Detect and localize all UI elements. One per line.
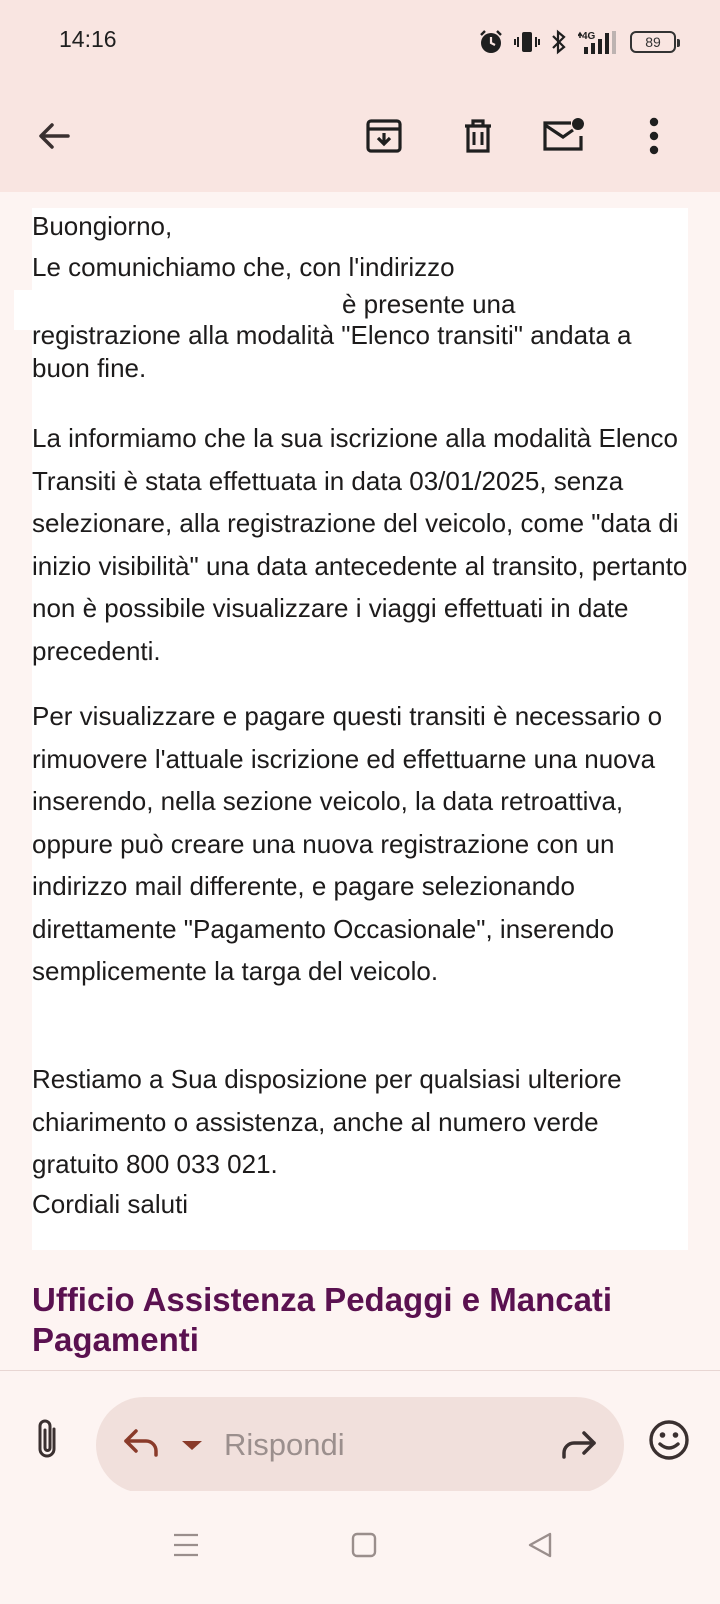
nav-back-icon[interactable] bbox=[526, 1531, 554, 1564]
reply-type-dropdown-icon[interactable] bbox=[180, 1437, 204, 1458]
status-icons bbox=[478, 22, 676, 62]
mark-unread-button[interactable] bbox=[533, 108, 593, 168]
vibrate-icon bbox=[514, 29, 540, 55]
paragraph-2: La informiamo che la sua iscrizione alla modalità Elenco Transiti è stata effettuata in data 03/01/2025, senza selezionare, alla registrazione del veicolo, come "data di inizio visibilità" una data antecedente al transito, pertanto non è possibile visualizzare i viaggi effettuati in date precedenti. bbox=[32, 423, 688, 666]
more-options-button[interactable] bbox=[624, 108, 684, 168]
back-arrow-icon bbox=[34, 116, 74, 161]
attach-button[interactable] bbox=[22, 1411, 72, 1471]
home-icon[interactable] bbox=[350, 1531, 378, 1564]
paperclip-icon bbox=[32, 1417, 62, 1466]
closing: Cordiali saluti bbox=[32, 1189, 189, 1219]
forward-icon[interactable] bbox=[558, 1423, 598, 1468]
app-bar bbox=[0, 84, 720, 192]
recents-menu-icon[interactable] bbox=[172, 1531, 200, 1564]
archive-icon bbox=[364, 116, 404, 161]
status-time: 14:16 bbox=[59, 26, 117, 52]
delete-button[interactable] bbox=[448, 108, 508, 168]
paragraph-4: Restiamo a Sua disposizione per qualsiasi ulteriore chiarimento o assistenza, anche al numero verde gratuito 800 033 021. bbox=[32, 1064, 622, 1179]
battery-indicator: 89 bbox=[630, 31, 676, 53]
more-vert-icon bbox=[648, 116, 660, 161]
reply-arrow-icon[interactable] bbox=[122, 1423, 162, 1468]
archive-button[interactable] bbox=[354, 108, 414, 168]
system-nav-bar bbox=[0, 1491, 720, 1604]
sender-signature: Ufficio Assistenza Pedaggi e Mancati Pagamenti bbox=[32, 1281, 613, 1358]
network-label: 4G bbox=[582, 31, 596, 42]
email-content bbox=[0, 192, 720, 1370]
reply-input[interactable] bbox=[96, 1397, 624, 1493]
bluetooth-icon bbox=[550, 29, 568, 55]
alarm-icon bbox=[478, 29, 504, 55]
signal-4g-icon bbox=[578, 29, 620, 55]
paragraph-1-rest: registrazione alla modalità "Elenco transiti" andata a buon fine. bbox=[32, 320, 632, 383]
paragraph-3: Per visualizzare e pagare questi transiti è necessario o rimuovere l'attuale iscrizione ed effettuarne una nuova inserendo, nella sezione veicolo, la data retroattiva, oppure può creare una nuova registrazione con un indirizzo mail differente, e pagare selezionando direttamente "Pagamento Occasionale", inserendo semplicemente la targa del veicolo. bbox=[32, 701, 663, 986]
status-bar bbox=[0, 0, 720, 84]
reply-placeholder: Rispondi bbox=[224, 1427, 345, 1462]
reply-bar bbox=[0, 1371, 720, 1491]
paragraph-1-line-2: è presente una bbox=[342, 289, 516, 319]
greeting: Buongiorno, bbox=[32, 211, 173, 241]
mark-unread-icon bbox=[541, 116, 585, 161]
delete-icon bbox=[458, 116, 498, 161]
paragraph-1-line-1: Le comunichiamo che, con l'indirizzo bbox=[32, 252, 455, 282]
back-button[interactable] bbox=[24, 108, 84, 168]
emoji-icon[interactable] bbox=[648, 1419, 690, 1466]
